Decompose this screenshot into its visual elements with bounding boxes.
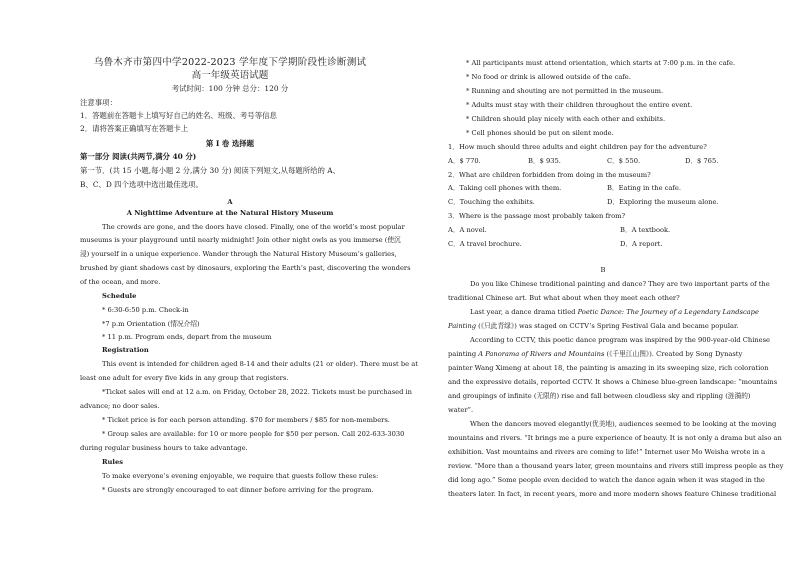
rules-line: * Adults must stay with their children throughout the entire event. — [466, 101, 693, 109]
rules-heading: Rules — [102, 458, 123, 466]
passage-a-intro: brushed by giant shadows cast by dinosaurs, exploring the Earth’s past, discovering the wonders — [80, 264, 411, 272]
notes-heading: 注意事项： — [80, 98, 117, 107]
rules-line: * No food or drink is allowed outside of the cafe. — [466, 73, 631, 81]
passage-b-text: mountains and rivers. “It brings me a pure experience of beauty. It is not only a drama but also an — [448, 434, 782, 442]
passage-a-intro: of the ocean, and more. — [80, 278, 161, 286]
passage-b-text-part: Last year, a dance drama titled — [470, 308, 578, 316]
registration-line: during regular business hours to take advantage. — [80, 444, 248, 452]
drama-title: Poetic Dance: The Journey of a Legendary Landscape — [577, 308, 759, 316]
passage-a-intro: 浸) yourself in a unique experience. Wander through the Natural History Museum’s galleries, — [80, 250, 397, 258]
registration-line: least one adult for every five kids in any group that registers. — [80, 374, 289, 382]
schedule-item: * 11 p.m. Program ends, depart from the museum — [102, 333, 272, 341]
question-option[interactable]: A．Taking cell phones with them. — [448, 184, 562, 192]
passage-b-text: When the dancers moved elegantly(优美地), audiences seemed to be looking at the moving — [470, 420, 777, 428]
passage-b-text: painter Wang Ximeng at about 18, the painting is amazing in its sweeping size, rich coloration — [448, 364, 769, 372]
question-option[interactable]: B．A textbook. — [620, 226, 671, 234]
exam-title: 乌鲁木齐市第四中学2022-2023 学年度下学期阶段性诊断测试 — [93, 57, 367, 68]
registration-line: *Ticket sales will end at 12 a.m. on Friday, October 28, 2022. Tickets must be purchased in — [102, 388, 412, 396]
passage-b-text-part: painting — [448, 350, 479, 358]
rules-line: * Running and shouting are not permitted in the museum. — [466, 87, 664, 95]
passage-a-intro: The crowds are gone, and the doors have closed. Finally, one of the world’s most popular — [102, 223, 405, 231]
passage-b-text: theaters later. In fact, in recent years, more and more modern shows feature Chinese traditional — [448, 490, 777, 498]
passage-a-letter: A — [227, 198, 233, 206]
drama-title: Painting — [448, 322, 477, 330]
passage-b-text: and groupings of infinite (无限的) rise and fall between cloudless sky and rippling (涟漪的) — [448, 392, 751, 400]
passage-b-text: and the expressive details, reported CCTV. It shows a Chinese blue-green landscape: “mountains — [448, 378, 778, 386]
painting-title: A Panorama of Rivers and Mountains — [478, 350, 605, 358]
question-option[interactable]: A．$ 770. — [448, 157, 481, 165]
question-option[interactable]: B．Eating in the cafe. — [607, 184, 681, 192]
question-option[interactable]: C．$ 550. — [607, 157, 641, 165]
rules-line: * Guests are strongly encouraged to eat dinner before arriving for the program. — [102, 486, 374, 494]
section-instructions: B、C、D 四个选项中选出最佳选项。 — [80, 180, 203, 189]
question-stem: 1．How much should three adults and eight children pay for the adventure? — [448, 143, 707, 151]
rules-line: * Cell phones should be put on silent mode. — [466, 129, 614, 137]
question-stem: 3．Where is the passage most probably taken from? — [448, 212, 626, 220]
question-stem: 2．What are children forbidden from doing in the museum? — [448, 171, 651, 179]
schedule-item: * 6:30-6:50 p.m. Check-in — [102, 306, 189, 314]
passage-b-letter: B — [600, 266, 606, 274]
passage-b-text — [448, 350, 758, 359]
section-instructions: 第一节．(共 15 小题,每小题 2 分,满分 30 分) 阅读下列短文,从每题所给的 A、 — [80, 166, 341, 175]
registration-heading: Registration — [102, 346, 149, 354]
right-column — [448, 0, 784, 561]
question-option[interactable]: C．Touching the exhibits. — [448, 198, 535, 206]
exam-info: 考试时间：100 分钟 总分：120 分 — [171, 84, 289, 93]
passage-a-title: A Nighttime Adventure at the Natural History Museum — [126, 209, 334, 217]
question-option[interactable]: B．$ 935. — [528, 157, 561, 165]
left-column — [80, 0, 418, 561]
passage-b-text-part: (《千里江山图》). Created by Song Dynasty — [604, 350, 743, 358]
schedule-item: *7 p.m Orientation (情况介绍) — [102, 320, 200, 328]
note-item: 2．请将答案正确填写在答题卡上 — [80, 124, 189, 133]
passage-b-text: water”. — [448, 406, 474, 414]
passage-b-text: review. “More than a thousand years later, green mountains and rivers still impress people as they — [448, 462, 784, 470]
passage-b-text: exhibition. Vast mountains and rivers are coming to life!” Internet user Mo Weisha wrote in a — [448, 448, 766, 456]
rules-line: To make everyone’s evening enjoyable, we require that guests follow these rules: — [102, 472, 379, 480]
passage-a-intro: museums is your playground until nearly midnight! Join other night owls as you immerse (使沉 — [80, 236, 401, 244]
question-option[interactable]: D．$ 765. — [685, 157, 719, 165]
question-option[interactable]: A．A novel. — [448, 226, 487, 234]
registration-line: * Ticket price is for each person attending. $70 for members / $85 for non-members. — [102, 416, 390, 424]
rules-line: * Children should play nicely with each other and exhibits. — [466, 115, 666, 123]
rules-line: * All participants must attend orientation, which starts at 7:00 p.m. in the cafe. — [466, 59, 736, 67]
note-item: 1．答题前在答题卡上填写好自己的姓名、班级、考号等信息 — [80, 111, 277, 120]
question-option[interactable]: D．A report. — [620, 240, 663, 248]
passage-b-text: According to CCTV, this poetic dance program was inspired by the 900-year-old Chinese — [470, 336, 770, 344]
registration-line: advance; no door sales. — [80, 402, 160, 410]
exam-subtitle: 高一年级英语试题 — [191, 70, 269, 81]
passage-b-text: Do you like Chinese traditional painting and dance? They are two important parts of the — [470, 280, 770, 288]
part-title: 第一部分 阅读(共两节,满分 40 分) — [80, 152, 197, 161]
question-option[interactable]: C．A travel brochure. — [448, 240, 522, 248]
passage-b-text — [448, 322, 758, 331]
passage-b-text: did long ago.” Some people even decided to watch the dance again when it was staged in the — [448, 476, 765, 484]
volume-title: 第 I 卷 选择题 — [205, 139, 255, 148]
passage-b-text — [448, 308, 758, 317]
registration-line: * Group sales are available: for 10 or more people for $50 per person. Call 202-633-3030 — [102, 430, 405, 438]
passage-b-text: traditional Chinese art. But what about when they meet each other? — [448, 294, 680, 302]
registration-line: This event is intended for children aged 8-14 and their adults (21 or older). There must be at — [102, 360, 418, 368]
passage-b-text-part: (《只此青绿》) was staged on CCTV’s Spring Festival Gala and became popular. — [476, 322, 739, 330]
question-option[interactable]: D．Exploring the museum alone. — [607, 198, 719, 206]
schedule-heading: Schedule — [102, 292, 137, 300]
